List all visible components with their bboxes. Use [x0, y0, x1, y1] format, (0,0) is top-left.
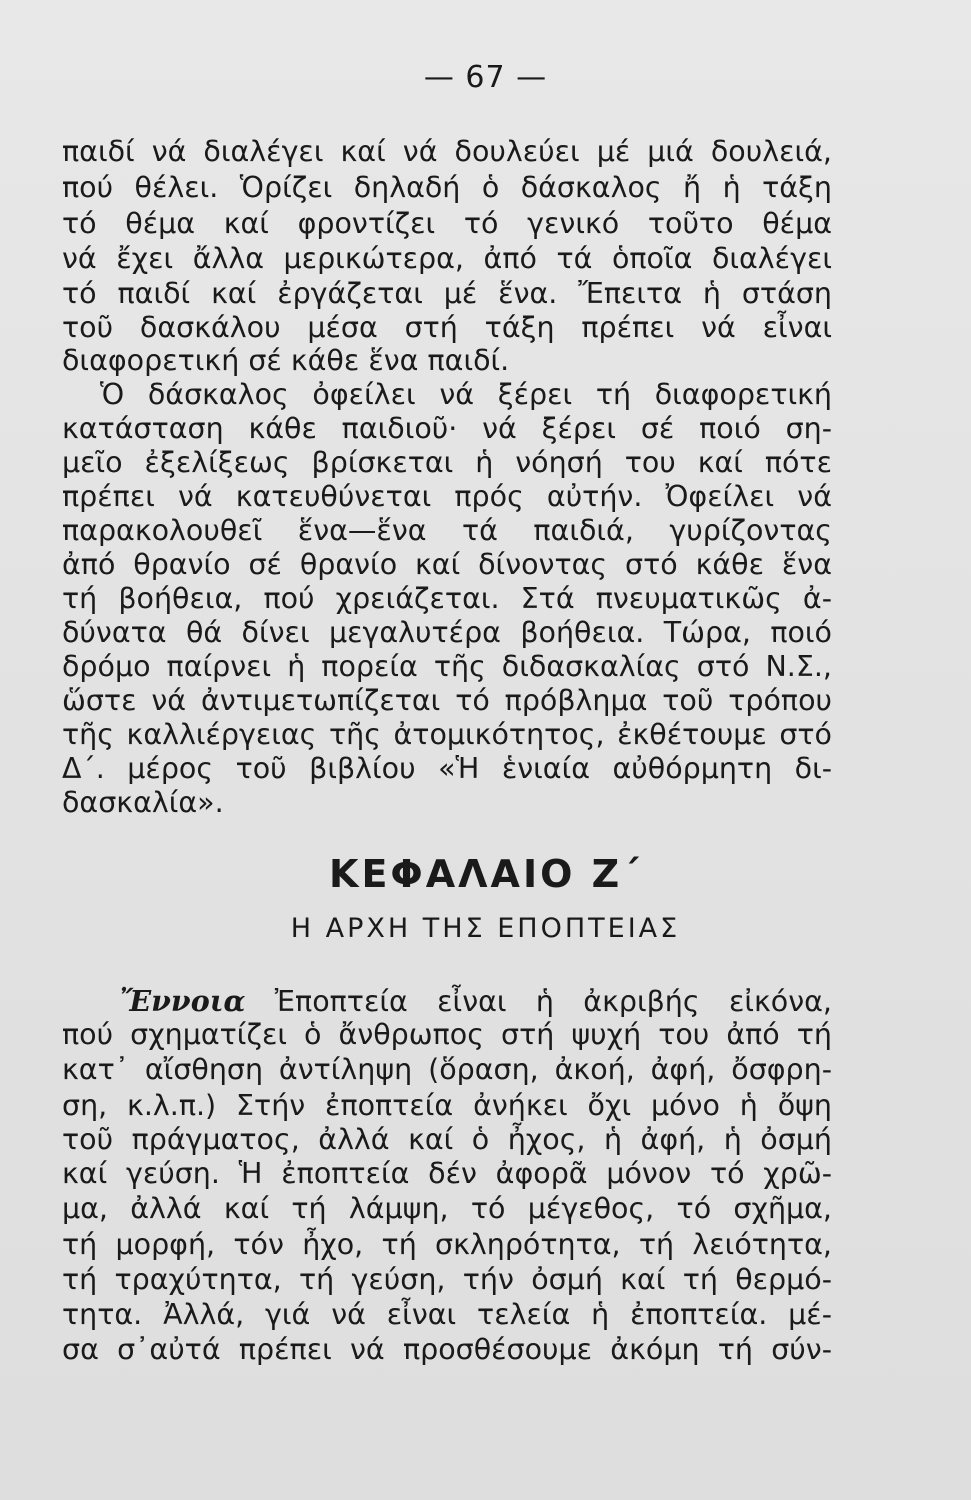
text-line: πρέπει νά κατευθύνεται πρός αὐτήν. Ὀφείλει νά — [62, 480, 832, 513]
text-line: μεῖο ἐξελίξεως βρίσκεται ἡ νόησή του καί πότε — [62, 446, 832, 479]
text-line: δύνατα θά δίνει μεγαλυτέρα βοήθεια. Τώρα, ποιό — [62, 616, 832, 649]
text-line: τοῦ πράγματος, ἀλλά καί ὁ ἦχος, ἡ ἀφή, ἡ ὀσμή — [62, 1123, 832, 1156]
text-line: ὥστε νά ἀντιμετωπίζεται τό πρόβλημα τοῦ τρόπου — [62, 684, 832, 717]
text-line: τή τραχύτητα, τή γεύση, τήν ὀσμή καί τή θερμό- — [62, 1263, 832, 1296]
text-line: τοῦ δασκάλου μέσα στή τάξη πρέπει νά εἶναι — [62, 311, 832, 344]
text-line: πού σχηματίζει ὁ ἄνθρωπος στή ψυχή του ἀπό τή — [62, 1018, 832, 1051]
text-line: καί γεύση. Ἡ ἐποπτεία δέν ἀφορᾶ μόνον τό χρῶ- — [62, 1157, 832, 1190]
text-line: ση, κ.λ.π.) Στήν ἐποπτεία ἀνήκει ὄχι μόνο ἡ ὄψη — [62, 1089, 832, 1122]
text-line: δασκαλία». — [62, 786, 224, 819]
text-line: τή βοήθεια, πού χρειάζεται. Στά πνευματικῶς ἀ- — [62, 582, 832, 615]
text-line: κατ᾽ αἴσθηση ἀντίληψη (ὅραση, ἀκοή, ἀφή, ὄσφρη- — [62, 1053, 832, 1086]
text-line: τητα. Ἀλλά, γιά νά εἶναι τελεία ἡ ἐποπτεία. μέ- — [62, 1298, 832, 1331]
text-line: κατάσταση κάθε παιδιοῦ· νά ξέρει σέ ποιό ση- — [62, 412, 832, 445]
text-line: τή μορφή, τόν ἦχο, τή σκληρότητα, τή λειότητα, — [62, 1228, 832, 1261]
section-title: Η ΑΡΧΗ ΤΗΣ ΕΠΟΠΤΕΙΑΣ — [290, 913, 681, 944]
text-line: ἀπό θρανίο σέ θρανίο καί δίνοντας στό κάθε ἕνα — [62, 548, 832, 581]
text-line: νά ἔχει ἄλλα μερικώτερα, ἀπό τά ὁποῖα διαλέγει — [62, 242, 832, 275]
text-line: πού θέλει. Ὁρίζει δηλαδή ὁ δάσκαλος ἤ ἡ τάξη — [62, 171, 832, 204]
text-line: τῆς καλλιέργειας τῆς ἀτομικότητος, ἐκθέτουμε στό — [62, 718, 832, 751]
text-line: παιδί νά διαλέγει καί νά δουλεύει μέ μιά δουλειά, — [62, 135, 832, 168]
text-line: Ὁ δάσκαλος ὀφείλει νά ξέρει τή διαφορετική — [100, 378, 832, 411]
text-line-first — [120, 983, 832, 1020]
text-line: διαφορετική σέ κάθε ἕνα παιδί. — [62, 344, 510, 377]
text-line: δρόμο παίρνει ἡ πορεία τῆς διδασκαλίας στό Ν.Σ., — [62, 650, 832, 683]
text-line: παρακολουθεῖ ἕνα—ἕνα τά παιδιά, γυρίζοντας — [62, 514, 832, 547]
text-line: τό θέμα καί φροντίζει τό γενικό τοῦτο θέμα — [62, 207, 832, 240]
text-line: Δ΄. μέρος τοῦ βιβλίου «Ἡ ἑνιαία αὐθόρμητη δι- — [62, 752, 832, 785]
text-line: μα, ἀλλά καί τή λάμψη, τό μέγεθος, τό σχῆμα, — [62, 1192, 832, 1225]
text-line: σα σ᾽αὐτά πρέπει νά προσθέσουμε ἀκόμη τή σύν- — [62, 1333, 832, 1366]
text-line: τό παιδί καί ἐργάζεται μέ ἕνα. Ἔπειτα ἡ στάση — [62, 277, 832, 310]
text-segment: Ἐποπτεία εἶναι ἡ ἀκριβής εἰκόνα, — [274, 985, 832, 1018]
chapter-title: ΚΕΦΑΛΑΙΟ Ζ΄ — [329, 852, 642, 896]
page-number: — 67 — — [423, 60, 548, 95]
term-label: Ἔννοια — [120, 984, 246, 1018]
